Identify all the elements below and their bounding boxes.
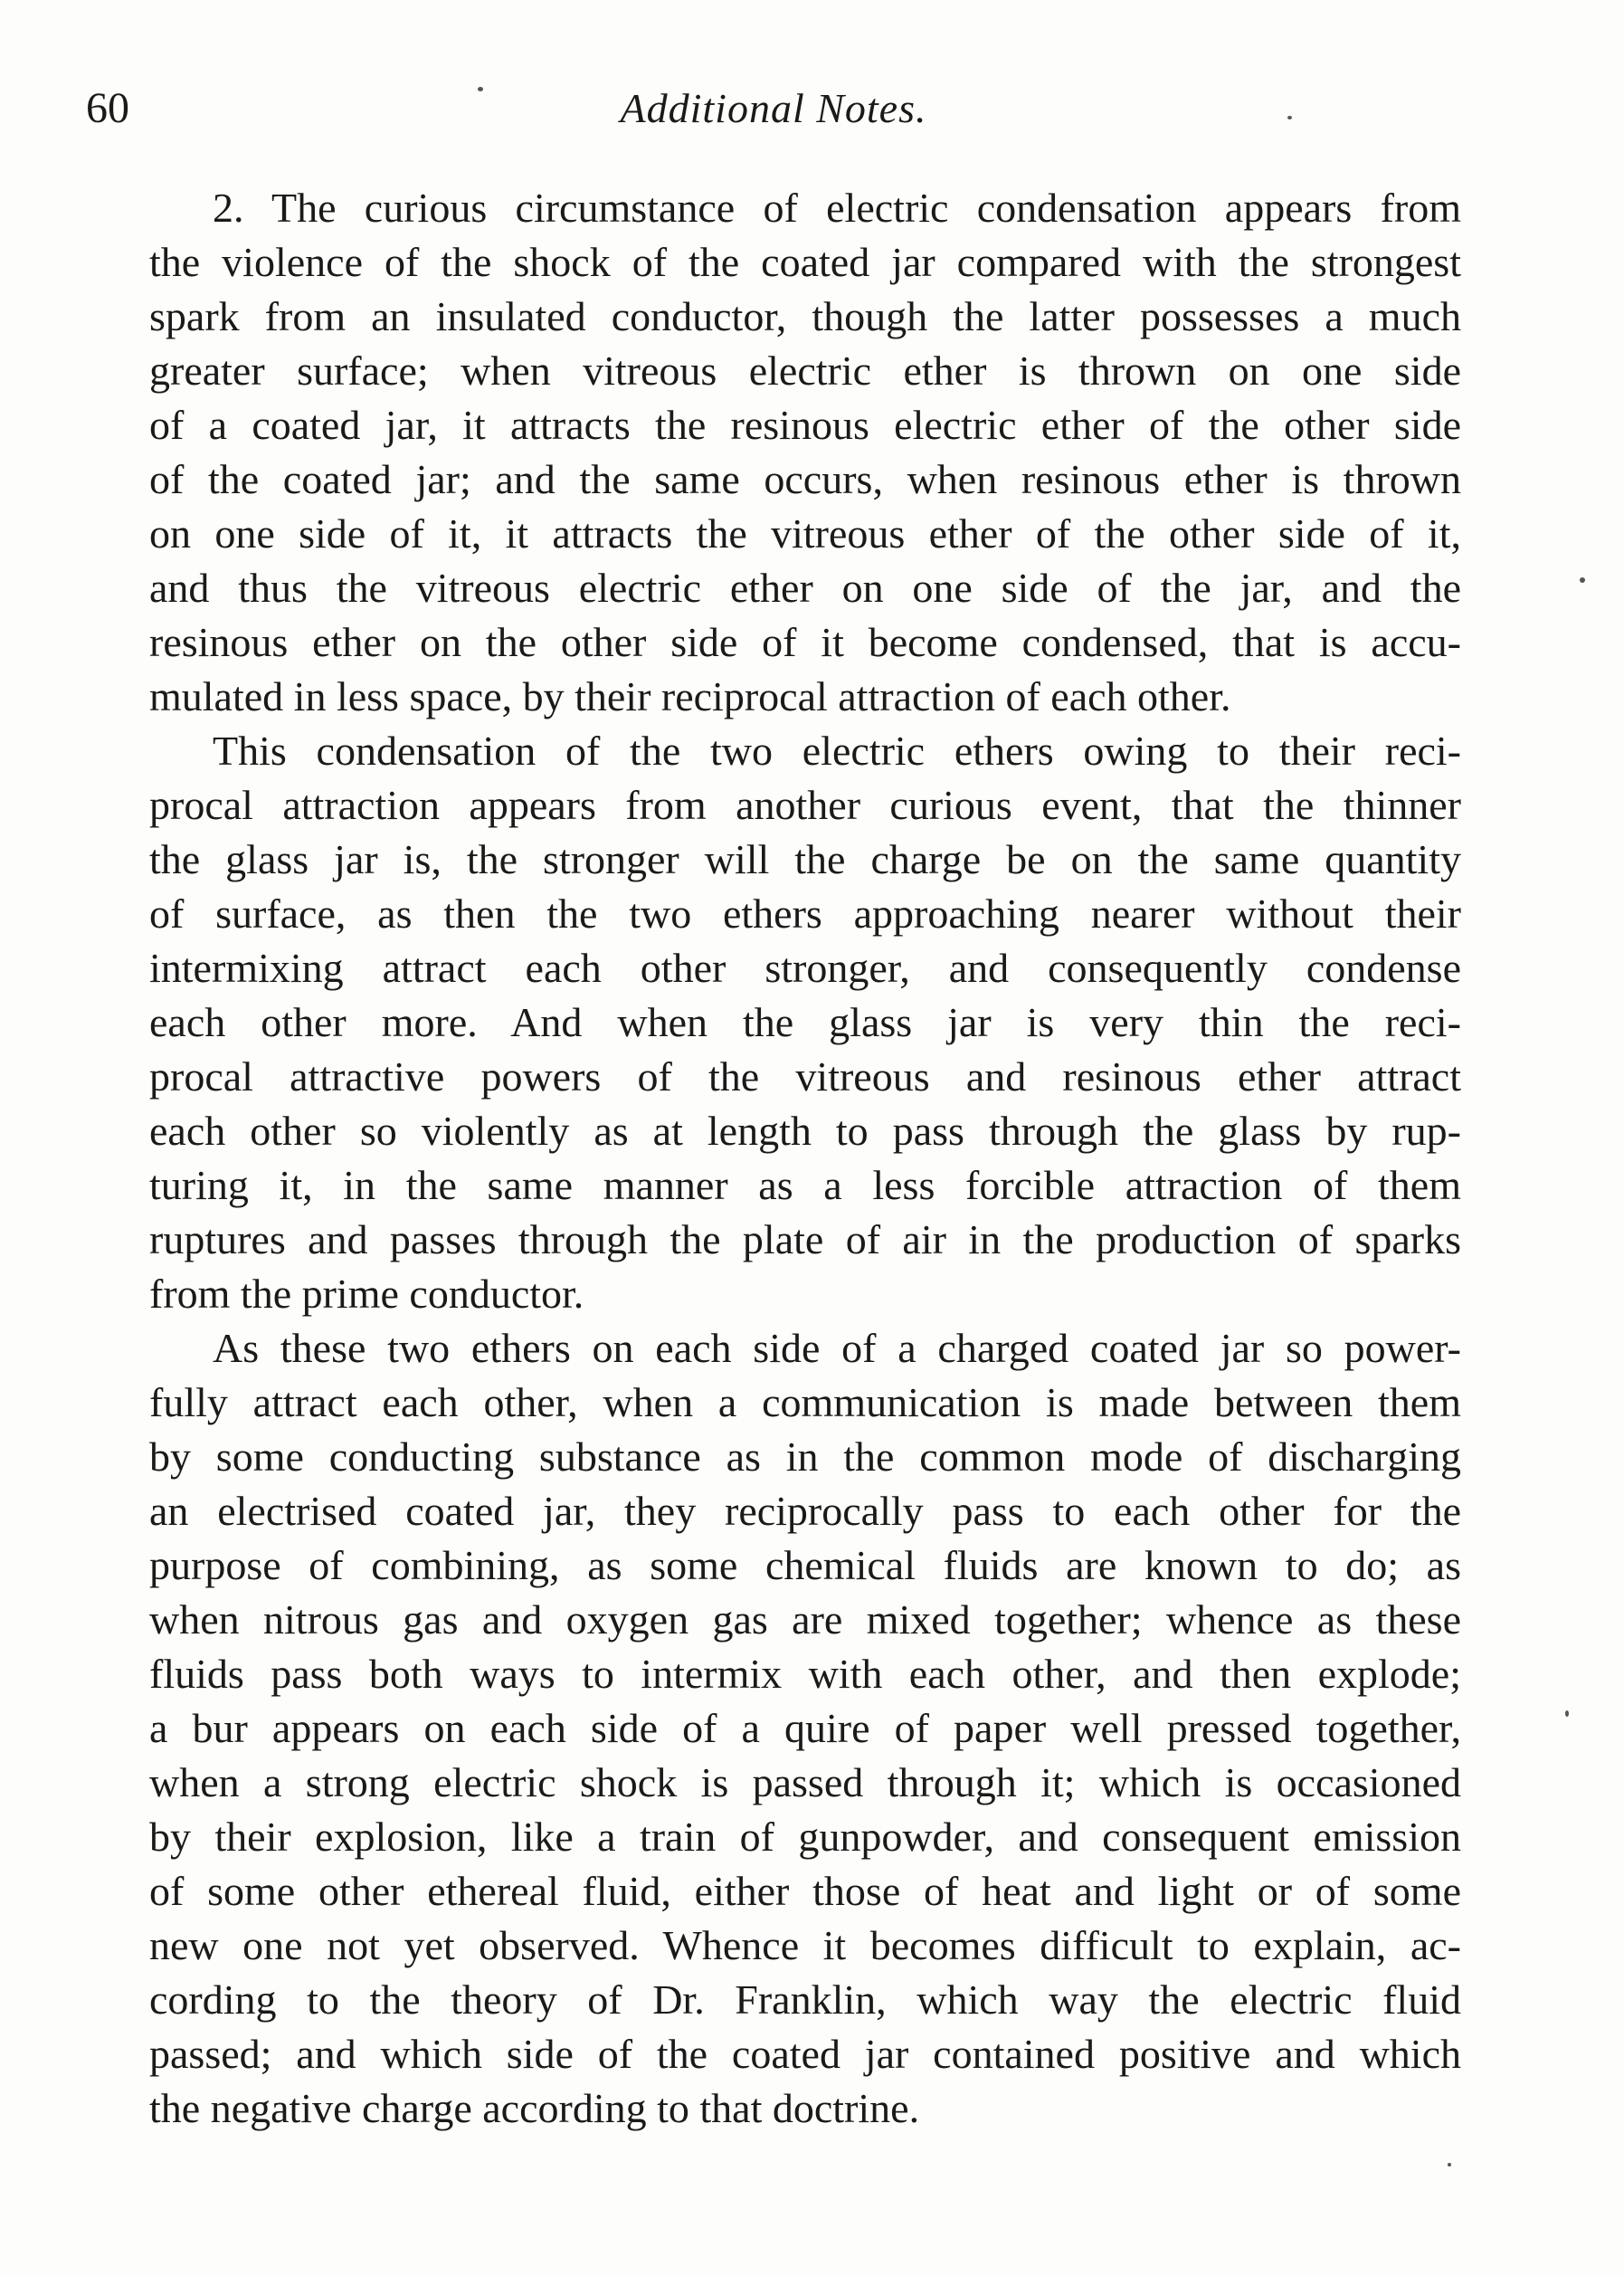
print-speck: [1448, 2163, 1451, 2166]
page-number: 60: [86, 84, 129, 132]
paragraph-reciprocal-attraction: [86, 724, 1461, 1321]
text-line: of the coated jar; and the same occurs, when resinous ether is thrown: [149, 456, 1461, 502]
text-line: the glass jar is, the stronger will the charge be on the same quantity: [149, 836, 1461, 882]
print-speck: [1565, 1710, 1569, 1717]
print-speck: [478, 87, 483, 91]
text-line: greater surface; when vitreous electric ether is thrown on one side: [149, 348, 1461, 394]
text-line: of some other ethereal fluid, either those of heat and light or of some: [149, 1868, 1461, 1914]
text-line: an electrised coated jar, they reciprocally pass to each other for the: [149, 1488, 1461, 1534]
text-line: turing it, in the same manner as a less forcible attraction of them: [149, 1162, 1461, 1208]
text-line: fully attract each other, when a communication is made between them: [149, 1379, 1461, 1425]
text-line: new one not yet observed. Whence it becomes difficult to explain, ac-: [149, 1922, 1461, 1968]
text-line: each other more. And when the glass jar is very thin the reci-: [149, 999, 1461, 1045]
text-line: when nitrous gas and oxygen gas are mixed together; whence as these: [149, 1596, 1461, 1643]
text-line: on one side of it, it attracts the vitreous ether of the other side of it,: [149, 510, 1461, 557]
text-line: when a strong electric shock is passed through it; which is occasioned: [149, 1759, 1461, 1805]
text-line: the violence of the shock of the coated jar compared with the strongest: [149, 239, 1461, 285]
text-line: by their explosion, like a train of gunpowder, and consequent emission: [149, 1814, 1461, 1860]
body-text: [86, 181, 1461, 2190]
print-speck: [1580, 577, 1585, 583]
text-line: fluids pass both ways to intermix with each other, and then explode;: [149, 1651, 1461, 1697]
print-speck: [1287, 116, 1292, 119]
text-line: purpose of combining, as some chemical fluids are known to do; as: [149, 1542, 1461, 1588]
text-line: procal attractive powers of the vitreous and resinous ether attract: [149, 1053, 1461, 1100]
text-line: As these two ethers on each side of a charged coated jar so power-: [213, 1325, 1461, 1371]
text-line: 2. The curious circumstance of electric condensation appears from: [213, 185, 1461, 231]
text-line: cording to the theory of Dr. Franklin, which way the electric fluid: [149, 1976, 1461, 2023]
page-header: [86, 72, 1461, 145]
text-line: the negative charge according to that doctrine.: [149, 2085, 920, 2131]
paragraph-electric-condensation: [86, 181, 1461, 724]
text-line: resinous ether on the other side of it become condensed, that is accu-: [149, 619, 1461, 665]
text-line: passed; and which side of the coated jar contained positive and which: [149, 2031, 1461, 2077]
text-line: of a coated jar, it attracts the resinous electric ether of the other side: [149, 402, 1461, 448]
text-line: procal attraction appears from another curious event, that the thinner: [149, 782, 1461, 828]
paragraph-discharge-combination: [86, 1321, 1461, 2190]
text-line: by some conducting substance as in the common mode of discharging: [149, 1433, 1461, 1480]
text-line: spark from an insulated conductor, though the latter possesses a much: [149, 293, 1461, 339]
text-line: ruptures and passes through the plate of air in the production of sparks: [149, 1216, 1461, 1262]
text-line: This condensation of the two electric ethers owing to their reci-: [213, 728, 1461, 774]
text-line: from the prime conductor.: [149, 1271, 584, 1317]
text-line: of surface, as then the two ethers approaching nearer without their: [149, 890, 1461, 937]
text-line: mulated in less space, by their reciprocal attraction of each other.: [149, 673, 1231, 719]
running-title: Additional Notes.: [620, 85, 927, 131]
text-line: each other so violently as at length to pass through the glass by rup-: [149, 1108, 1461, 1154]
text-line: intermixing attract each other stronger, and consequently condense: [149, 945, 1461, 991]
text-line: and thus the vitreous electric ether on one side of the jar, and the: [149, 565, 1461, 611]
text-line: a bur appears on each side of a quire of paper well pressed together,: [149, 1705, 1461, 1751]
